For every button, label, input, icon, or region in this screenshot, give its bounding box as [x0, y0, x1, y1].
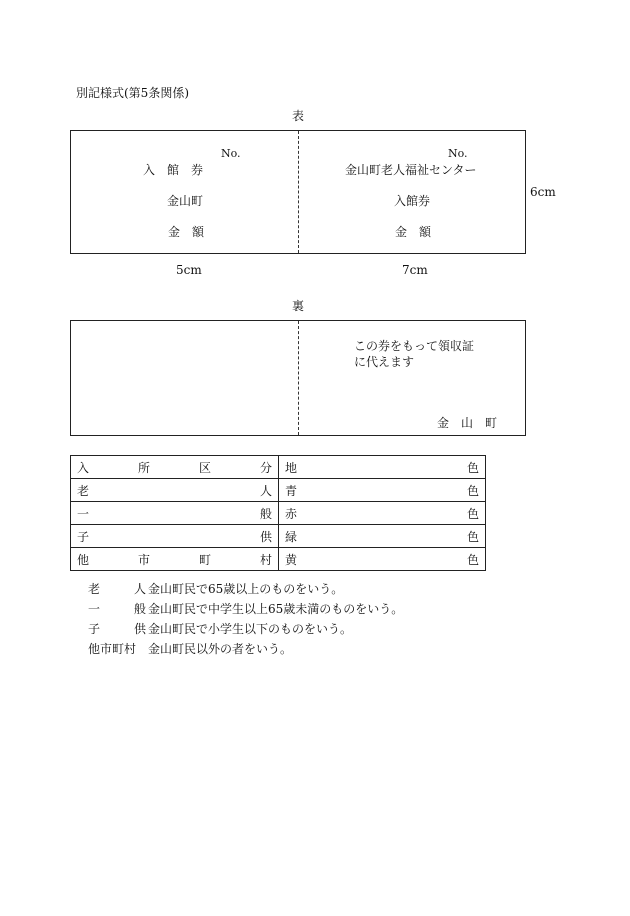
note-description: 金山町民以外の者をいう。 [148, 642, 293, 656]
table-header-row [71, 456, 486, 479]
color-green: 緑 色 [285, 529, 479, 544]
note-term-children: 子 供 [88, 622, 146, 636]
front-left-town: 金山町 [167, 194, 204, 208]
color-red: 赤 色 [285, 506, 479, 521]
note-item [88, 619, 403, 639]
classification-table [70, 455, 486, 571]
category-general: 一 般 [77, 506, 272, 521]
form-caption: 別記様式(第5条関係) [76, 86, 189, 100]
header-ground-color: 地 色 [285, 460, 479, 475]
header-category-cell [71, 456, 279, 479]
back-issuer: 金 山 町 [437, 416, 498, 430]
table-row [71, 548, 486, 571]
dimension-right-width: 7cm [402, 263, 428, 277]
note-description: 金山町民で中学生以上65歳未満のものをいう。 [148, 602, 404, 616]
dimension-height: 6cm [530, 185, 556, 199]
color-cell [279, 479, 486, 502]
color-cell [279, 502, 486, 525]
category-cell [71, 502, 279, 525]
back-message-line-2: に代えます [354, 355, 415, 369]
note-item [88, 579, 403, 599]
table-row [71, 479, 486, 502]
front-left-amount: 金 額 [168, 225, 205, 239]
note-term-elderly: 老 人 [88, 582, 146, 596]
header-ground-cell [279, 456, 486, 479]
definitions-notes [88, 579, 403, 659]
table-row [71, 502, 486, 525]
dimension-left-width: 5cm [176, 263, 202, 277]
color-cell [279, 548, 486, 571]
front-right-number-mark: No. [448, 147, 468, 160]
note-description: 金山町民で65歳以上のものをいう。 [148, 582, 344, 596]
back-message-line-1: この券をもって領収証 [354, 339, 475, 353]
front-right-title: 入館券 [394, 194, 431, 208]
note-item [88, 599, 403, 619]
note-description: 金山町民で小学生以下のものをいう。 [148, 622, 353, 636]
front-left-title: 入 館 券 [143, 163, 204, 177]
note-term-general: 一 般 [88, 602, 146, 616]
table-row [71, 525, 486, 548]
category-elderly: 老 人 [77, 483, 272, 498]
category-cell [71, 548, 279, 571]
header-category: 入 所 区 分 [77, 460, 272, 475]
color-yellow: 黄 色 [285, 552, 479, 567]
front-right-amount: 金 額 [395, 225, 432, 239]
color-cell [279, 525, 486, 548]
front-perforation-line [298, 131, 299, 253]
front-right-facility: 金山町老人福祉センター [345, 163, 477, 177]
category-cell [71, 525, 279, 548]
color-blue: 青 色 [285, 483, 479, 498]
front-left-number-mark: No. [221, 147, 241, 160]
back-side-label: 裏 [292, 299, 305, 313]
front-side-label: 表 [292, 109, 305, 123]
note-item [88, 639, 403, 659]
note-term-other-municipality: 他市町村 [88, 642, 137, 656]
category-cell [71, 479, 279, 502]
category-children: 子 供 [77, 529, 272, 544]
back-perforation-line [298, 321, 299, 435]
category-other-municipality: 他 市 町 村 [77, 552, 272, 567]
